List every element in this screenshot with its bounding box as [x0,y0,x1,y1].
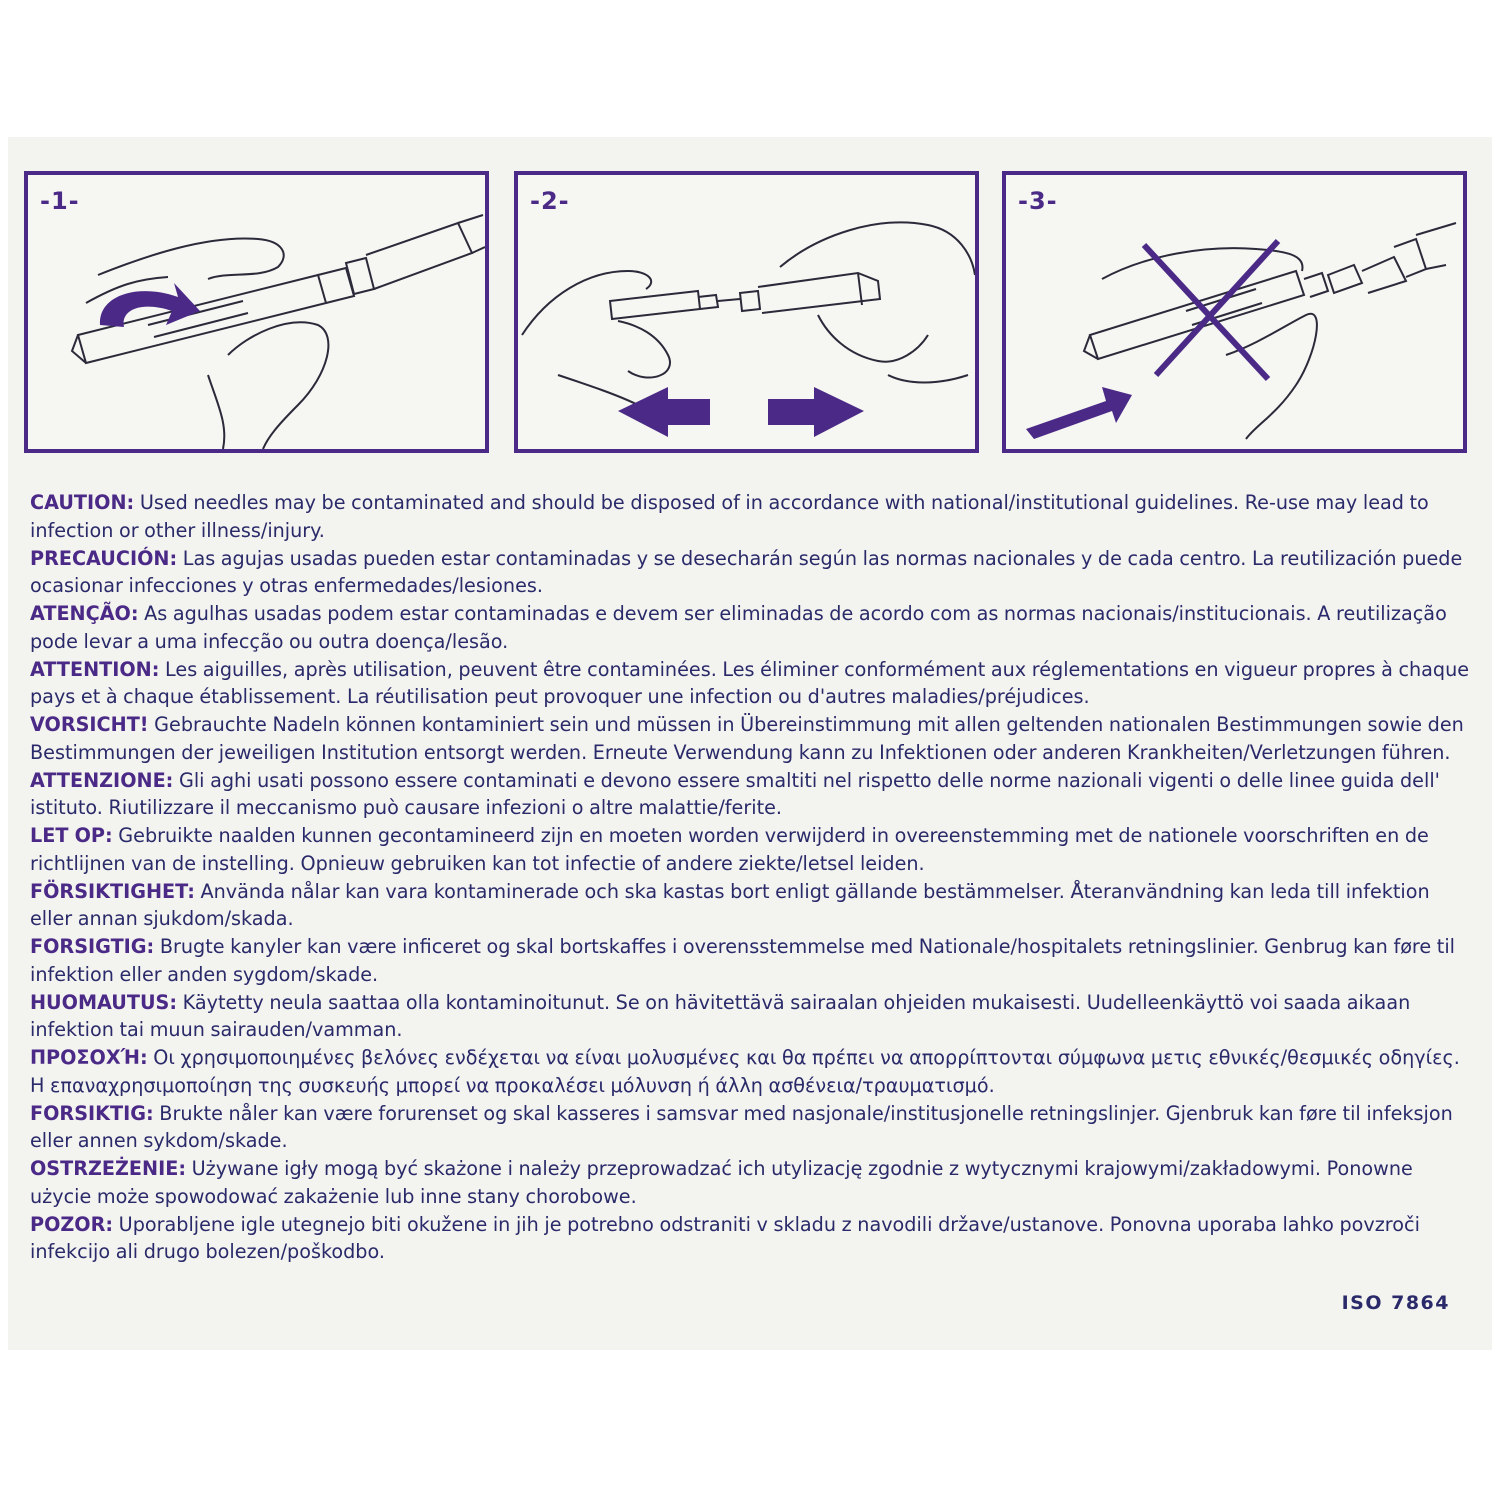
warning-de: VORSICHT! Gebrauchte Nadeln können kontaminiert sein und müssen in Übereinstimmung mit allen geltenden nationalen Bestimmungen sowie den Bestimmungen der jeweiligen Institution entsorgt werden. Erneute Verwendung kann zu Infektionen oder anderen Krankheiten/Verletzungen führen. [30,713,1464,764]
warning-pl: OSTRZEŻENIE: Używane igły mogą być skażone i należy przeprowadzać ich utylizację zgodnie z wytycznymi krajowymi/zakładowymi. Ponowne użycie może spowodować zakażenie lub inne stany chorobowe. [30,1157,1413,1208]
warning-da: FORSIGTIG: Brugte kanyler kan være inficeret og skal bortskaffes i overensstemmelse med Nationale/hospitalets retningslinier. Genbrug kan føre til infektion eller anden sygdom/skade. [30,935,1455,986]
iso-standard-label: ISO 7864 [1341,1292,1450,1314]
warning-es: PRECAUCIÓN: Las agujas usadas pueden estar contaminadas y se desecharán según las normas nacionales y de cada centro. La reutilización puede ocasionar infecciones y otras enfermedades/lesiones. [30,546,1463,597]
warning-en: CAUTION: Used needles may be contaminated and should be disposed of in accordance with national/institutional guidelines. Re-use may lead to infection or other illness/injury. [30,491,1429,542]
step-panel-2 [514,171,979,453]
warning-fi: HUOMAUTUS: Käytetty neula saattaa olla kontaminoitunut. Se on hävitettävä sairaalan ohjeiden mukaisesti. Uudelleenkäyttö voi saada aikaan infektion tai muun sairauden/vamman. [30,990,1411,1041]
step-number-2: -2- [530,187,570,215]
warning-pt: ATENÇÃO: As agulhas usadas podem estar contaminadas e devem ser eliminadas de acordo com as normas nacionais/institucionais. A reutilização pode levar a uma infecção ou outra doença/lesão. [30,602,1447,653]
warning-fr: ATTENTION: Les aiguilles, après utilisation, peuvent être contaminées. Les éliminer conformément aux réglementations en vigueur propres à chaque pays et à chaque établissement. La réutilisation peut provoquer une infection ou d'autres maladies/préjudices. [30,657,1470,708]
arrow-left-icon [618,387,710,437]
do-not-recap-illustration [1006,175,1463,449]
step-panel-3 [1002,171,1467,453]
step-number-3: -3- [1018,187,1058,215]
leaflet-card [8,137,1492,1350]
recap-needle-illustration [28,175,485,449]
warning-el: ΠΡΟΣΟΧΉ: Οι χρησιμοποιημένες βελόνες ενδέχεται να είναι μολυσμένες και θα πρέπει να απορρίπτονται σύμφωνα μετις εθνικές/θεσμικές οδηγίες. Η επαναχρησιμοποίηση της συσκευής μπορεί να προκαλέσει μόλυνση ή άλλη ασθένεια/τραυματισμό. [30,1046,1460,1097]
warnings-list [30,489,1470,1266]
push-arrow-icon [1026,387,1132,439]
warning-it: ATTENZIONE: Gli aghi usati possono essere contaminati e devono essere smaltiti nel rispetto delle norme nazionali vigenti o delle linee guida dell' istituto. Riutilizzare il meccanismo può causare infezioni o altre malattie/ferite. [30,768,1440,819]
pull-cap-illustration [518,175,975,449]
warning-no: FORSIKTIG: Brukte nåler kan være forurenset og skal kasseres i samsvar med nasjonale/institusjonelle retningslinjer. Gjenbruk kan føre til infeksjon eller annen sykdom/skade. [30,1101,1453,1152]
warning-sl: POZOR: Uporabljene igle utegnejo biti okužene in jih je potrebno odstraniti v skladu z navodili države/ustanove. Ponovna uporaba lahko povzroči infekcijo ali drugo bolezen/poškodbo. [30,1212,1420,1263]
arrow-right-icon [768,387,864,437]
warning-sv: FÖRSIKTIGHET: Använda nålar kan vara kontaminerade och ska kastas bort enligt gällande bestämmelser. Återanvändning kan leda till infektion eller annan sjukdom/skada. [30,879,1430,930]
step-number-1: -1- [40,187,80,215]
step-panel-1 [24,171,489,453]
warning-nl: LET OP: Gebruikte naalden kunnen gecontamineerd zijn en moeten worden verwijderd in overeenstemming met de nationele voorschriften en de richtlijnen van de instelling. Opnieuw gebruiken kan tot infectie of andere ziekte/letsel leiden. [30,824,1429,875]
